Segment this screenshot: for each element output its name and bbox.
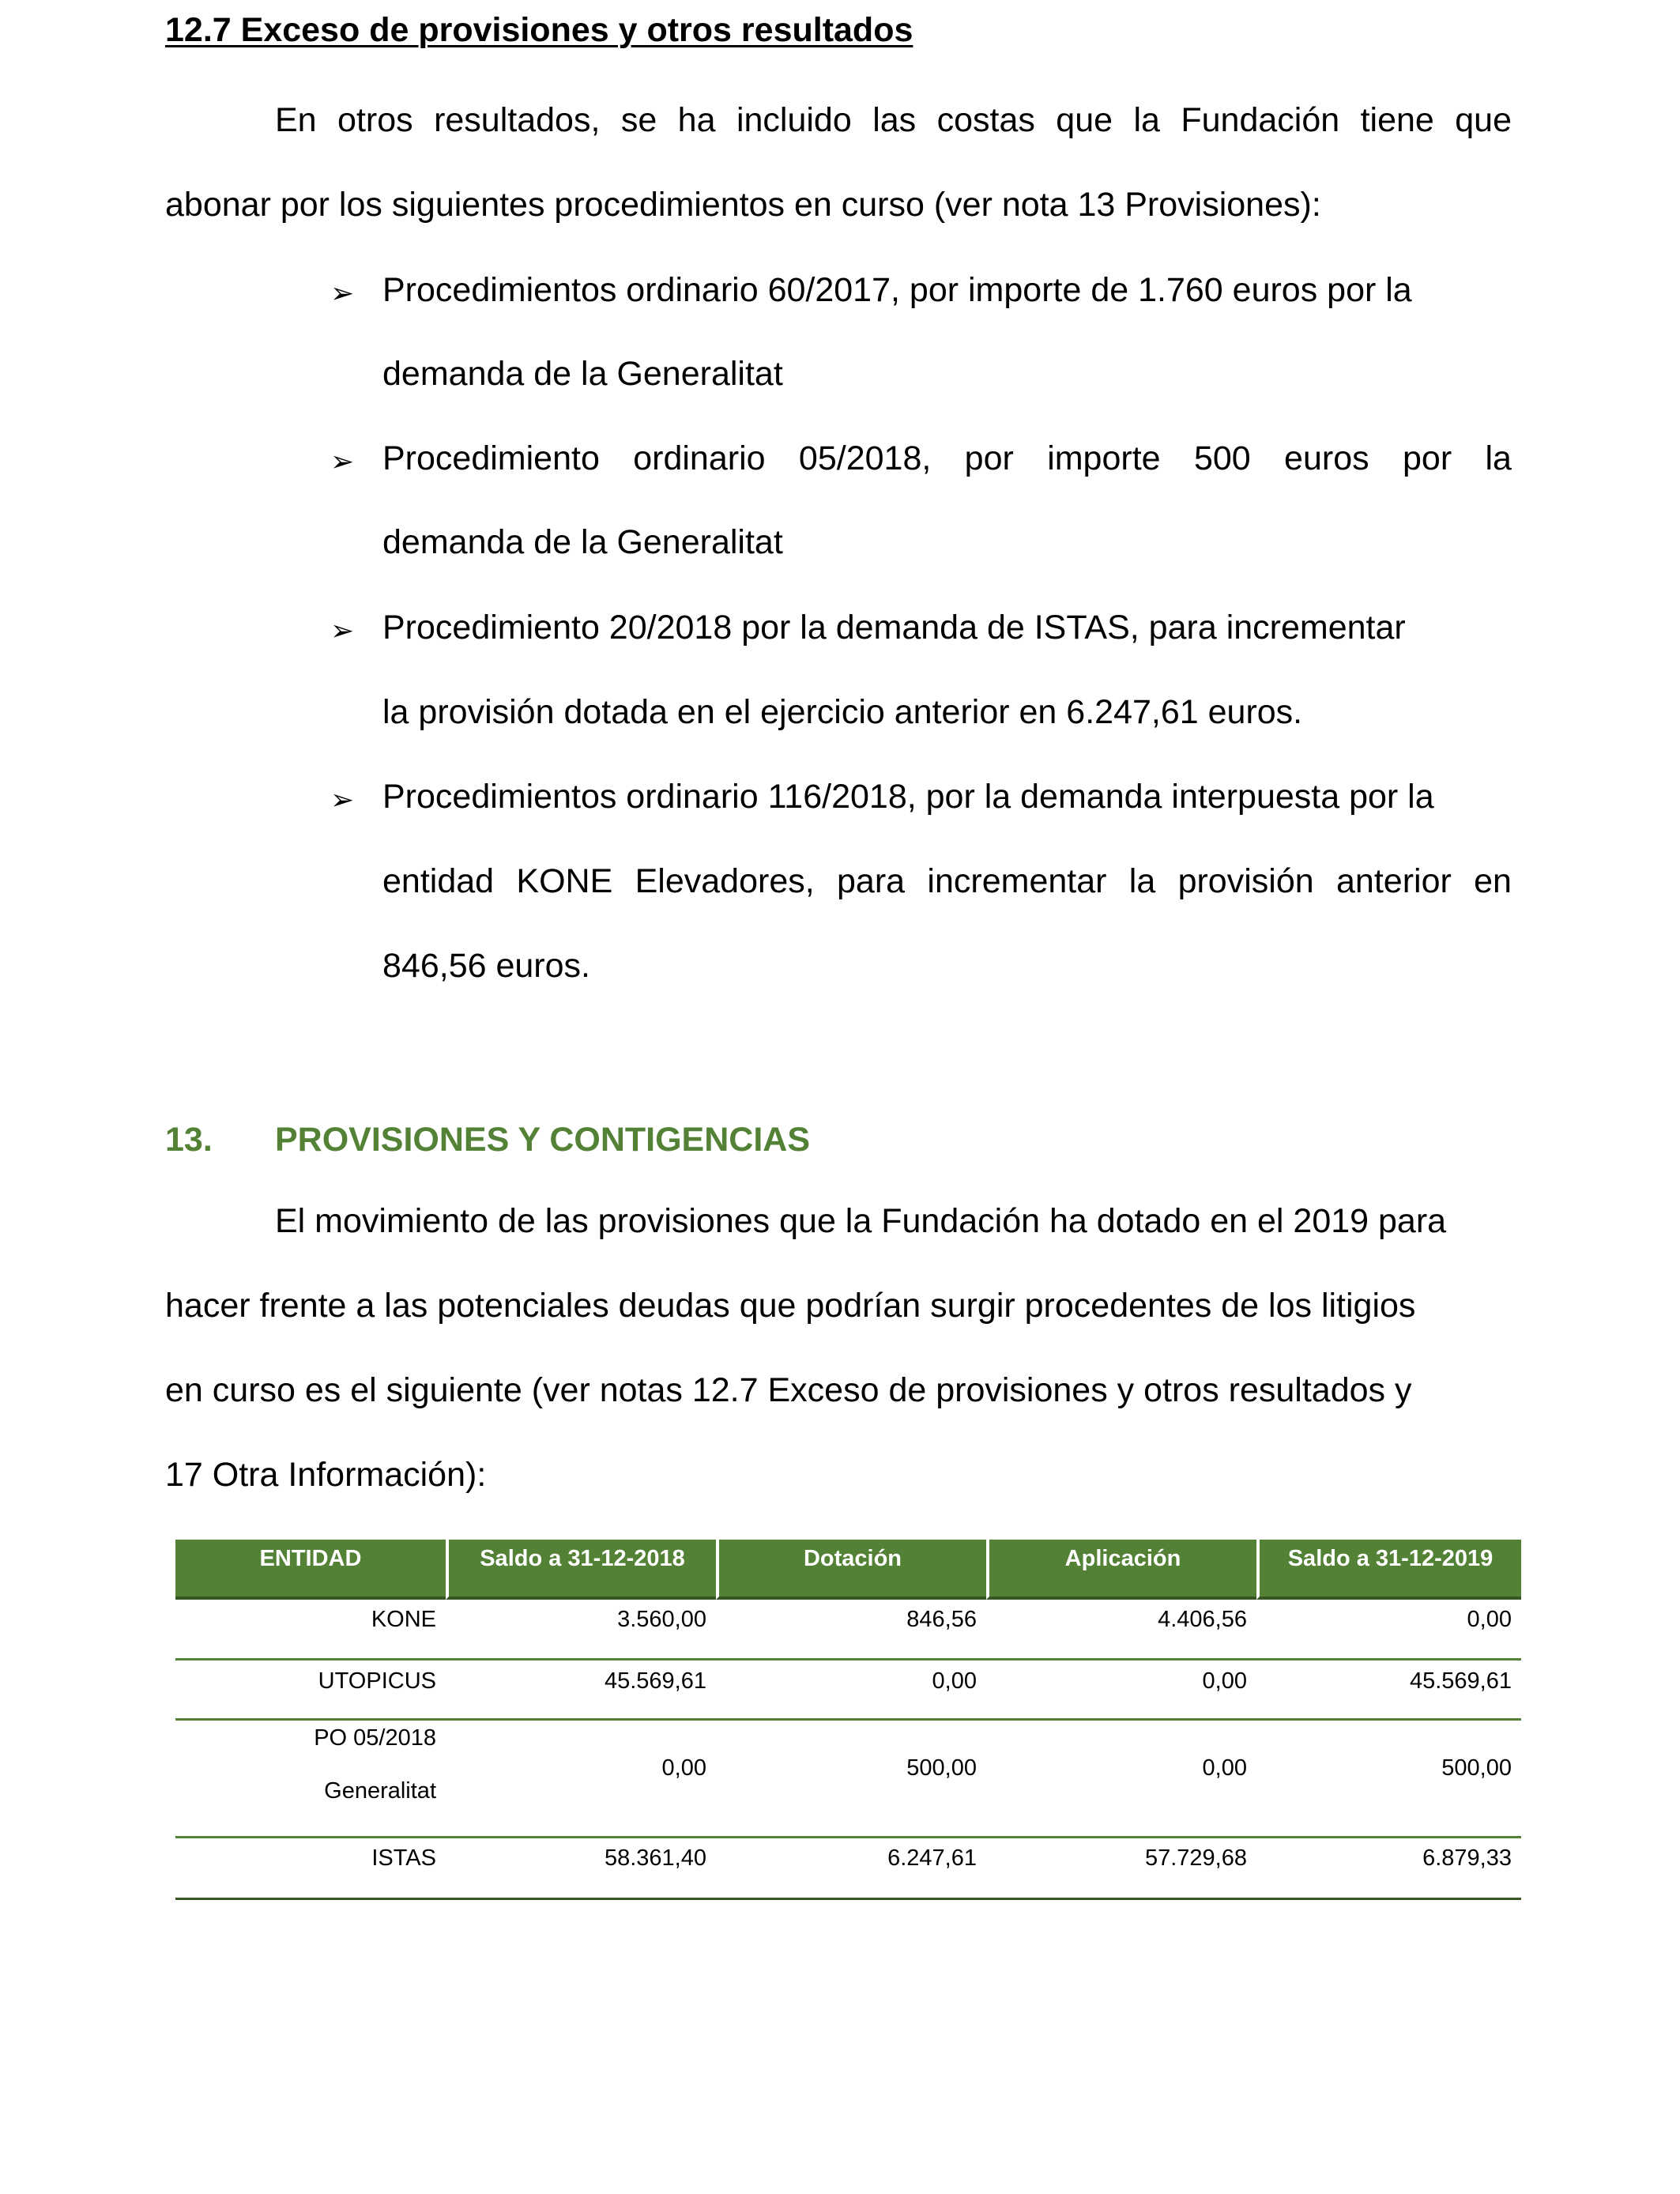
cell-saldo-2018: 0,00 [661, 1755, 706, 1781]
arrow-bullet-icon: ➢ [330, 614, 355, 647]
section-13-para-line-3: en curso es el siguiente (ver notas 12.7 Exceso de provisiones y otros resultados y [165, 1371, 1412, 1409]
table-header-row [175, 1540, 1521, 1600]
provisions-table [175, 1540, 1521, 1900]
cell-saldo-2018: 58.361,40 [604, 1845, 706, 1871]
table-row [175, 1838, 1521, 1900]
cell-saldo-2019: 45.569,61 [1409, 1668, 1512, 1694]
header-aplicacion: Aplicación [986, 1540, 1256, 1600]
header-saldo-2018: Saldo a 31-12-2018 [446, 1540, 716, 1600]
intro-line-1: En otros resultados, se ha incluido las costas que la Fundación tiene que [275, 101, 1512, 139]
section-13-para-line-1: El movimiento de las provisiones que la Fundación ha dotado en el 2019 para [275, 1202, 1447, 1240]
cell-entidad [175, 1721, 446, 1836]
cell-dotacion: 6.247,61 [887, 1845, 977, 1871]
cell-entidad: UTOPICUS [318, 1668, 436, 1694]
intro-line-2: abonar por los siguientes procedimientos en curso (ver nota 13 Provisiones): [165, 186, 1321, 224]
bullet-4-line-2: entidad KONE Elevadores, para incrementar la provisión anterior en [382, 862, 1512, 900]
cell-dotacion: 0,00 [932, 1668, 977, 1694]
table-row [175, 1600, 1521, 1661]
cell-saldo-2019: 500,00 [1441, 1755, 1512, 1781]
cell-aplicacion: 4.406,56 [1158, 1607, 1247, 1632]
bullet-4-line-3: 846,56 euros. [382, 947, 590, 985]
arrow-bullet-icon: ➢ [330, 277, 355, 309]
header-saldo-2019: Saldo a 31-12-2019 [1256, 1540, 1521, 1600]
section-13-number: 13. [165, 1121, 213, 1159]
table-row [175, 1661, 1521, 1721]
section-13-para-line-4: 17 Otra Información): [165, 1456, 487, 1494]
section-13-title: PROVISIONES Y CONTIGENCIAS [275, 1121, 810, 1159]
arrow-bullet-icon: ➢ [330, 445, 355, 477]
cell-entidad: KONE [371, 1607, 436, 1632]
bullet-4-line-1: Procedimientos ordinario 116/2018, por la demanda interpuesta por la [382, 778, 1434, 816]
cell-saldo-2018: 45.569,61 [604, 1668, 706, 1694]
cell-aplicacion: 57.729,68 [1144, 1845, 1247, 1871]
cell-entidad-line-2: Generalitat [324, 1778, 436, 1804]
cell-aplicacion: 0,00 [1202, 1755, 1247, 1781]
cell-saldo-2019: 0,00 [1467, 1607, 1512, 1632]
bullet-3-line-2: la provisión dotada en el ejercicio anterior en 6.247,61 euros. [382, 693, 1303, 731]
bullet-2-line-1: Procedimiento ordinario 05/2018, por importe 500 euros por la [382, 439, 1512, 477]
header-entidad: ENTIDAD [175, 1540, 446, 1600]
section-12-7-heading: 12.7 Exceso de provisiones y otros resultados [165, 11, 913, 49]
header-dotacion: Dotación [716, 1540, 986, 1600]
section-13-para-line-2: hacer frente a las potenciales deudas que podrían surgir procedentes de los litigios [165, 1287, 1416, 1325]
cell-dotacion: 846,56 [906, 1607, 977, 1632]
table-row [175, 1721, 1521, 1838]
cell-entidad: ISTAS [371, 1845, 436, 1871]
cell-aplicacion: 0,00 [1202, 1668, 1247, 1694]
arrow-bullet-icon: ➢ [330, 783, 355, 816]
cell-saldo-2019: 6.879,33 [1422, 1845, 1512, 1871]
bullet-2-line-2: demanda de la Generalitat [382, 523, 783, 561]
bullet-3-line-1: Procedimiento 20/2018 por la demanda de ISTAS, para incrementar [382, 609, 1406, 647]
cell-saldo-2018: 3.560,00 [617, 1607, 706, 1632]
cell-entidad-line-1: PO 05/2018 [314, 1725, 436, 1751]
cell-dotacion: 500,00 [906, 1755, 977, 1781]
bullet-1-line-2: demanda de la Generalitat [382, 355, 783, 393]
bullet-1-line-1: Procedimientos ordinario 60/2017, por importe de 1.760 euros por la [382, 271, 1412, 309]
